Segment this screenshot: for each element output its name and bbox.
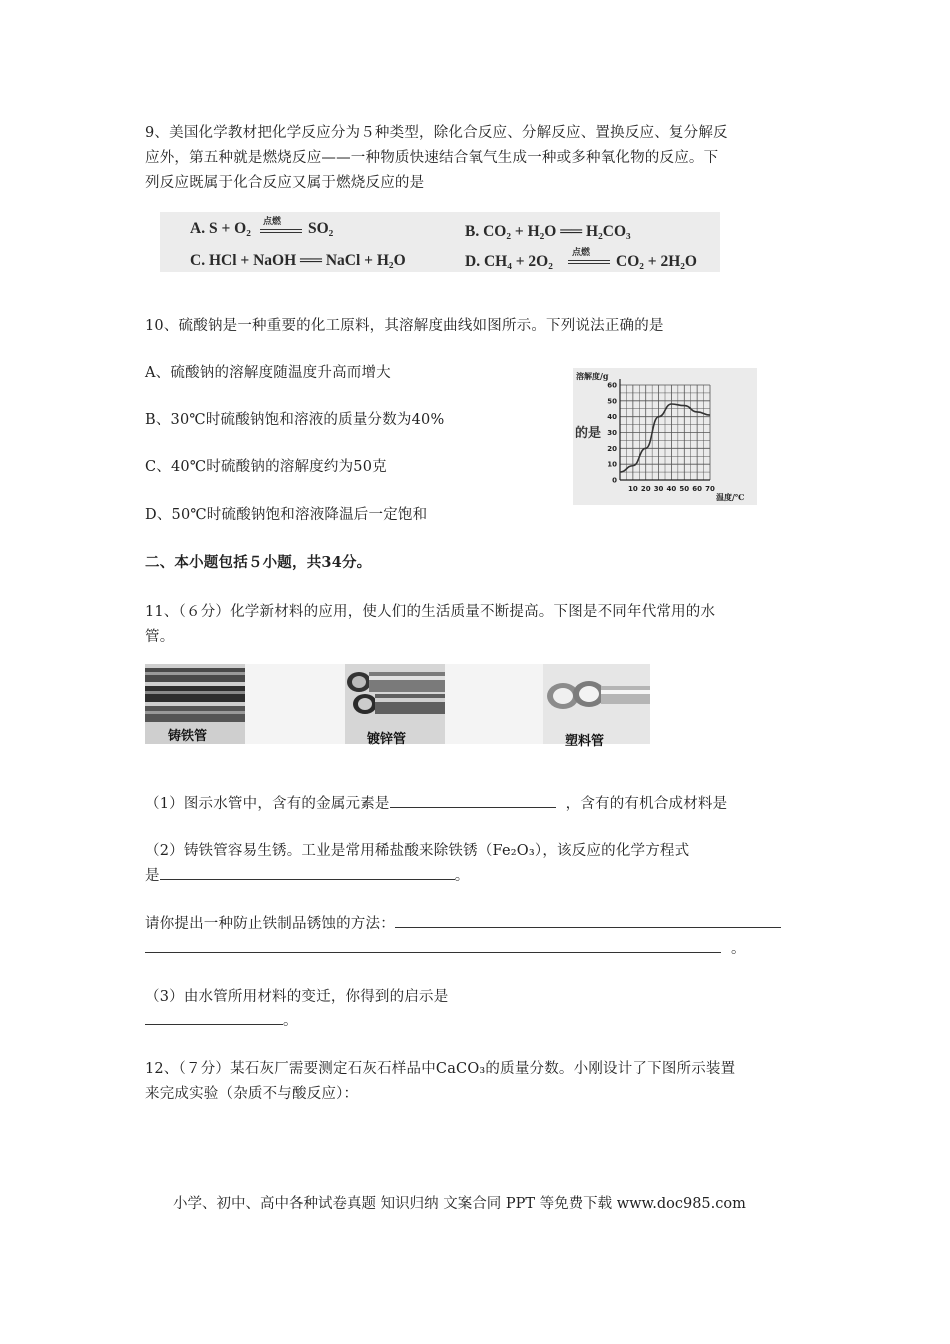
y-tick-label: 50: [607, 397, 617, 406]
q10-option-d: D、50℃时硫酸钠饱和溶液降温后一定饱和: [145, 507, 428, 523]
x-tick-label: 30: [653, 485, 664, 493]
answer-blank-chemical-equation[interactable]: [160, 865, 455, 880]
pipe-label-galvanized: 镀锌管: [367, 732, 407, 747]
q10-stem: 10、硫酸钠是一种重要的化工原料，其溶解度曲线如图所示。下列说法正确的是: [145, 318, 664, 334]
q11-rust-prompt: [145, 912, 781, 933]
q11-line-2: 管。: [145, 629, 175, 645]
q11-part-1-text-b: ，含有的有机合成材料是: [565, 796, 728, 812]
x-tick-label: 50: [679, 485, 690, 493]
q9-option-d-arrow: [568, 260, 610, 264]
q10-option-b: B、30℃时硫酸钠饱和溶液的质量分数为40%: [145, 412, 445, 428]
q9-option-a-left: A. S + O₂: [190, 220, 251, 237]
q11-rust-prompt-text: 请你提出一种防止铁制品锈蚀的方法：: [145, 916, 395, 932]
pipes-image: [145, 664, 650, 749]
x-tick-label: 60: [692, 485, 703, 493]
y-tick-label: 0: [612, 476, 617, 485]
q9-line-2: 应外，第五种就是燃烧反应——一种物质快速结合氧气生成一种或多种氧化物的反应。下: [145, 150, 719, 166]
y-tick-label: 60: [607, 381, 617, 390]
q11-part-3: （3）由水管所用材料的变迁，你得到的启示是: [145, 989, 449, 1005]
q9-option-d-condition: 点燃: [572, 248, 591, 258]
q12-line-1: 12、（７分）某石灰厂需要测定石灰石样品中CaCO₃的质量分数。小刚设计了下图所示装置: [145, 1061, 736, 1077]
answer-blank-rust-method-line-2[interactable]: [145, 938, 721, 953]
q9-line-3: 列反应既属于化合反应又属于燃烧反应的是: [145, 175, 425, 191]
q10-option-a: A、硫酸钠的溶解度随温度升高而增大: [145, 365, 391, 381]
q11-part-2-end: 。: [454, 868, 470, 884]
y-tick-label: 30: [607, 429, 617, 437]
q11-part-3-answer: [145, 1009, 298, 1030]
x-tick-label: 10: [627, 485, 638, 493]
y-tick-label: 20: [607, 444, 617, 453]
chart-ylabel: 溶解度/g: [576, 371, 609, 381]
x-tick-label: 70: [705, 485, 715, 493]
page-footer: 小学、初中、高中各种试卷真题 知识归纳 文案合同 PPT 等免费下载 www.doc985.com: [173, 1196, 746, 1212]
answer-blank-rust-method-line-1[interactable]: [395, 913, 781, 928]
chart-svg: [573, 368, 757, 505]
q9-option-a-arrow: [260, 229, 302, 233]
q11-part-2-line-1: （2）铸铁管容易生锈。工业是常用稀盐酸来除铁锈（Fe₂O₃），该反应的化学方程式: [145, 843, 690, 859]
q10-option-c: C、40℃时硫酸钠的溶解度约为50克: [145, 459, 387, 475]
q9-option-a-right: SO₂: [308, 220, 334, 237]
q11-part-3-end: 。: [283, 1013, 298, 1029]
y-tick-label: 40: [607, 413, 617, 422]
pipe-label-plastic: 塑料管: [565, 734, 605, 749]
chart-xlabel: 温度/℃: [716, 492, 745, 502]
solubility-chart: [573, 368, 757, 505]
answer-blank-metal-elements[interactable]: [390, 793, 556, 808]
y-tick-label: 10: [607, 460, 617, 469]
x-tick-label: 40: [666, 485, 677, 493]
q11-rust-line-2: [145, 937, 746, 958]
q12-line-2: 来完成实验（杂质不与酸反应）：: [145, 1086, 359, 1102]
q11-part-2-text-b: 是: [145, 868, 160, 884]
q9-option-c: C. HCl + NaOH ══ NaCl + H₂O: [190, 252, 406, 269]
q11-part-1-text-a: （1）图示水管中，含有的金属元素是: [145, 796, 390, 812]
q11-line-1: 11、（６分）化学新材料的应用，使人们的生活质量不断提高。下图是不同年代常用的水: [145, 604, 716, 620]
q9-option-b: B. CO₂ + H₂O ══ H₂CO₃: [465, 223, 631, 240]
q9-options-image: [160, 212, 720, 272]
chart-side-text: 的是: [575, 426, 602, 441]
q11-rust-end: 。: [731, 941, 746, 957]
q9-option-a-condition: 点燃: [263, 217, 282, 227]
x-tick-label: 20: [640, 485, 651, 493]
q9-option-d-right: CO₂ + 2H₂O: [616, 253, 697, 270]
answer-blank-inspiration[interactable]: [145, 1010, 283, 1025]
q11-part-2-line-2: [145, 864, 469, 885]
pipe-label-cast-iron: 铸铁管: [168, 729, 208, 744]
q9-option-d-left: D. CH₄ + 2O₂: [465, 253, 553, 270]
q11-part-1: [145, 792, 727, 813]
q9-line-1: 9、美国化学教材把化学反应分为５种类型，除化合反应、分解反应、置换反应、复分解反: [145, 125, 728, 141]
section-2-heading: 二、本小题包括５小题，共34分。: [145, 554, 372, 571]
